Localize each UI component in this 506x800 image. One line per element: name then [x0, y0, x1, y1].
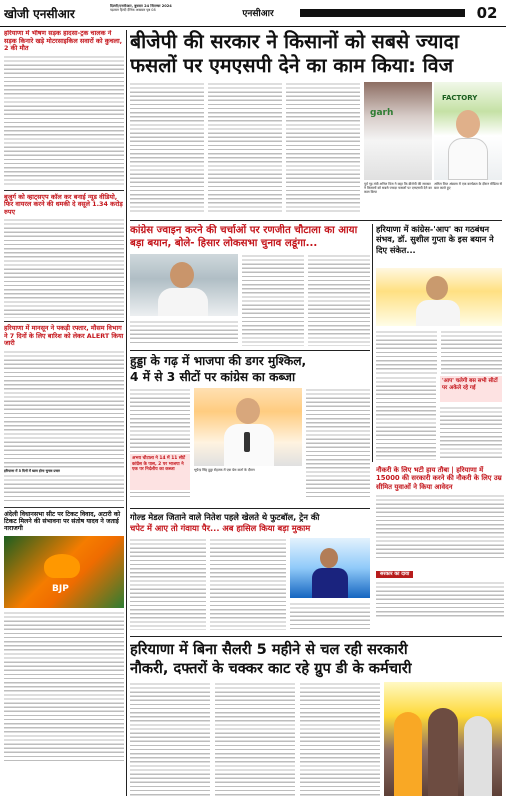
story4-body [4, 611, 124, 761]
column-rule [126, 30, 127, 796]
chautala-headline: कांग्रेस ज्वाइन करने की चर्चाओं पर रणजीत चौटाला का आया बड़ा बयान, बोले- हिसार लोकसभा चुनाव लडूंगा... [130, 225, 358, 249]
masthead-dateline [110, 4, 220, 24]
section-rule [130, 636, 502, 637]
person-body [448, 138, 488, 180]
jobs-subhead: सरकार का दावा [376, 571, 413, 578]
gupta-body-2 [376, 376, 436, 460]
nitesh-body-1 [130, 538, 206, 630]
column-rule [372, 224, 373, 462]
chautala-body [242, 254, 370, 346]
person-head [456, 110, 480, 138]
lead-bottom-rule [130, 220, 502, 221]
dateline-line-1: दिल्ली/एनसीआर, बुधवार 24 सितम्बर 2024 [110, 4, 172, 8]
pullquote-text: 'आप' चलेगी बस सभी सीटों पर अकेले रहे गई [442, 378, 498, 391]
chautala-photo [130, 254, 238, 316]
story1-headline: हरियाणा में भीषण सड़क हादसा-ट्रक चालक ने सड़क किनारे खड़े मोटरसाइकिल सवारों को कुचला, 2 की मौत [4, 30, 123, 52]
story2-headline: बुजुर्ग को व्हाट्सएप कॉल कर बनाई न्यूड वीडियो, फिर वायरल करने की धमकी दे वसूले 1.34 करोड़ रुपए [4, 192, 123, 216]
story3-body [4, 350, 124, 468]
hooda-headline-1: हुड्डा के गढ़ में भाजपा की डगर मुश्किल, [130, 354, 307, 368]
lead-story [130, 30, 502, 220]
hooda-callout [130, 454, 190, 490]
hooda-story [130, 354, 370, 504]
hooda-body-2 [306, 388, 370, 500]
lead-body [130, 82, 360, 214]
factory-sign: FACTORY [442, 94, 478, 102]
chautala-story [130, 224, 370, 348]
person-body [416, 300, 460, 326]
bjp-poster-photo [4, 536, 124, 608]
lead-headline-1: बीजेपी की सरकार ने किसानों को सबसे ज्यादा [130, 30, 459, 53]
left-column [4, 30, 124, 798]
masthead-logo: खोजी एनसीआर [4, 7, 75, 21]
lead-photo-2 [434, 82, 502, 180]
jobs-body-2 [376, 581, 504, 619]
section-rule [130, 350, 370, 351]
jobs-headline: नौकरी के लिए भटी हाय तौबा | हरियाणा में 15000 की सरकारी करने की नौकरी के लिए उम्र सीमित युवाओं ने किया आवेदन [376, 466, 502, 491]
gupta-body-3 [440, 406, 502, 460]
divider [4, 507, 124, 508]
sign-text: garh [370, 108, 394, 118]
story2-body [4, 218, 124, 318]
bottom-story [130, 640, 502, 798]
hooda-caption: भूपेन्द्र सिंह हुड्डा रोहतक में एक प्रेस वार्ता के दौरान [194, 468, 255, 472]
nitesh-body-3 [290, 602, 370, 630]
gupta-photo [376, 268, 502, 326]
jobs-body [376, 494, 504, 560]
dateline-line-2: पड़ताल हिन्दी दैनिक अखबार पृष्ठ 08 [110, 8, 156, 12]
story3b-body [4, 474, 124, 504]
person-head [236, 398, 260, 424]
person-3 [464, 716, 492, 796]
story4-headline: अंदेली विधानसभा सीट पर टिकट विवाद, अटारी को टिकट मिलने की संभावना पर संतोष यादव ने जताई नाराजगी [4, 510, 121, 533]
callout-text: अभय चौटाला ने 14 में 11 सीटें कांग्रेस के पास, 2 पर भाजपा ने एक पर निर्दलीय का कब्जा [132, 456, 186, 473]
hooda-photo [194, 388, 302, 466]
nitesh-body-2 [210, 538, 286, 630]
section-name: एनसीआर [242, 9, 274, 19]
divider [4, 190, 124, 191]
lotus-icon [44, 554, 80, 578]
person-head [426, 276, 448, 300]
bottom-headline-2: नौकरी, दफ्तरों के चक्कर काट रहे ग्रुप डी के कर्मचारी [130, 660, 412, 677]
bottom-photo [384, 682, 502, 796]
lead-headline-2-main: फसलों पर एमएसपी देने का काम किया: [130, 54, 416, 77]
nitesh-story [130, 512, 370, 632]
person-head [170, 262, 194, 288]
masthead-bar [300, 9, 465, 17]
lead-headline-2-name: विज [422, 54, 454, 77]
person-body [158, 288, 208, 316]
story1-body [4, 55, 124, 187]
divider [4, 321, 124, 322]
gupta-headline: हरियाणा में कांग्रेस-'आप' का गठबंधन संभव, डॉ. सुशील गुप्ता के इस बयान ने दिए संकेत... [376, 224, 494, 255]
story3b-caption: हरियाणा में 5 दिनों में खत्म होगा चुनाव प्रचार [4, 468, 60, 473]
hooda-headline-2: 4 में से 3 सीटों पर कांग्रेस का कब्जा [130, 369, 296, 384]
lead-photo-1 [364, 82, 432, 180]
person-head [320, 548, 338, 568]
page-number: 02 [476, 4, 498, 22]
masthead [0, 0, 506, 27]
bottom-headline-1: हरियाणा में बिना सैलरी 5 महीने से चल रही सरकारी [130, 641, 408, 658]
nitesh-headline-1: गोल्ड मेडल जिताने वाले नितेश पहले खेलते थे फुटबॉल, ट्रेन की [130, 512, 320, 522]
person-2 [428, 708, 458, 796]
person-body [312, 568, 348, 598]
chautala-body-2 [130, 320, 238, 346]
gupta-story [376, 224, 504, 462]
nitesh-photo [290, 538, 370, 598]
microphone-icon [244, 432, 250, 452]
jobs-story [376, 466, 504, 632]
lead-photo-1-caption: पूर्व गृह मंत्री अनिल विज ने कहा कि बीजेपी की सरकार ने किसानों को सबसे ज्यादा फसलों पर एमएसपी देने का काम किया [364, 182, 432, 194]
lead-photo-2-caption: अनिल विज अंबाला में एक कार्यक्रम के दौरान मीडिया से बात करते हुए [434, 182, 502, 190]
gupta-pullquote [440, 376, 502, 402]
nitesh-headline-2: चपेट में आए तो गंवाया पैर... अब हासिल किया बड़ा मुकाम [130, 523, 311, 533]
poster-text: BJP [52, 583, 69, 594]
lead-headline-2 [130, 54, 502, 78]
section-rule [130, 508, 370, 509]
gupta-body [376, 330, 502, 374]
person-1 [394, 712, 422, 796]
story3-headline: हरियाणा में मानसून ने पकड़ी रफ्तार, मौसम विभाग ने 7 दिनों के लिए बारिश को लेकर ALERT किया जारी [4, 324, 124, 347]
bottom-body-1 [130, 682, 380, 796]
